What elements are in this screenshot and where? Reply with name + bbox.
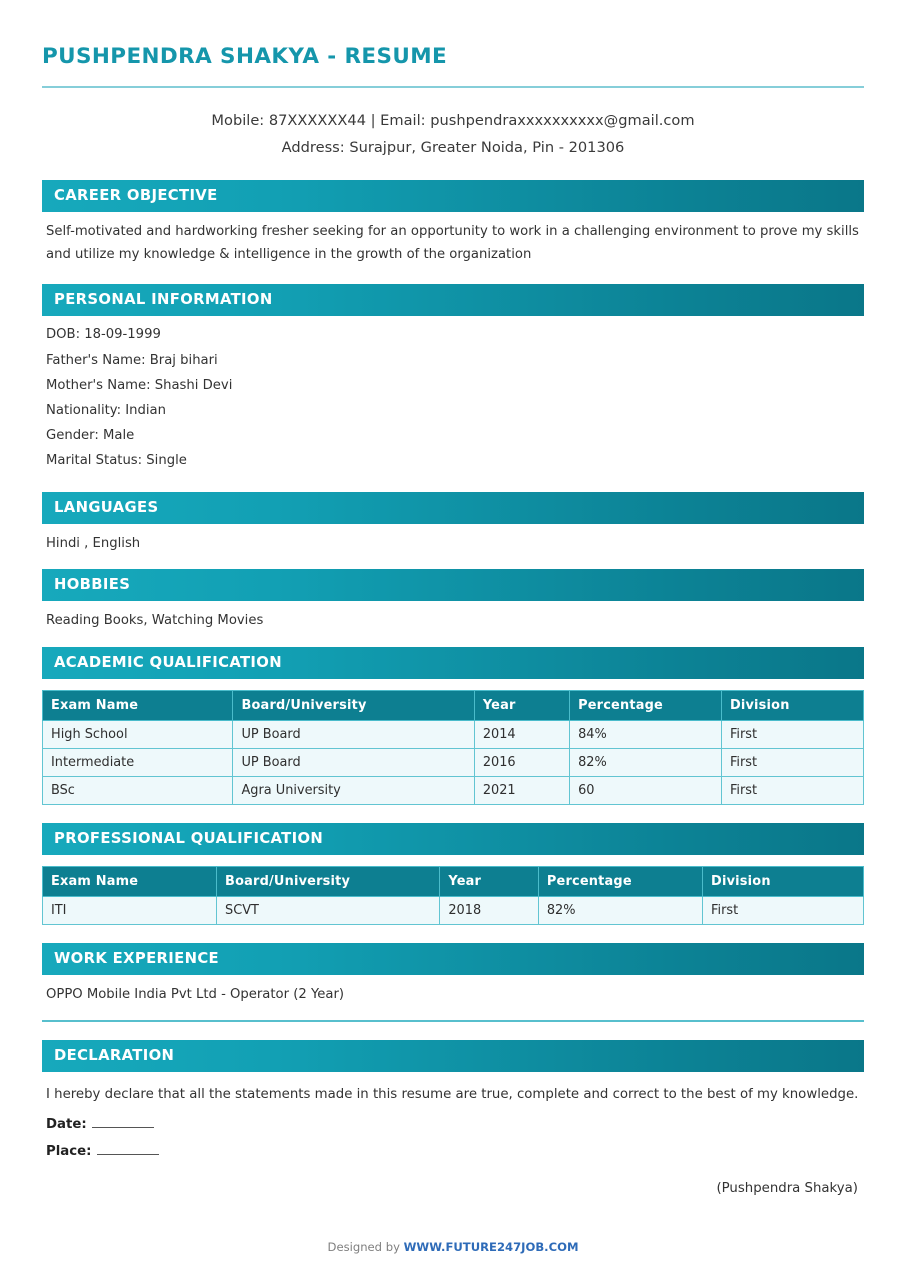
cell-percentage: 82%: [538, 897, 702, 925]
place-label: Place:: [46, 1143, 92, 1159]
column-header-division: Division: [703, 867, 864, 897]
cell-board-university: UP Board: [233, 721, 474, 749]
personal-info-item: Marital Status: Single: [46, 453, 187, 469]
work-experience-divider: [42, 1020, 864, 1022]
academic-qualification-table: [42, 690, 864, 805]
contact-block: [42, 108, 864, 162]
cell-division: First: [721, 749, 863, 777]
personal-info-item: Mother's Name: Shashi Devi: [46, 377, 233, 393]
cell-percentage: 82%: [570, 749, 722, 777]
column-header-exam-name: Exam Name: [43, 691, 233, 721]
column-header-division: Division: [721, 691, 863, 721]
section-header-declaration: DECLARATION: [42, 1040, 864, 1072]
personal-information-list: [42, 322, 864, 473]
cell-year: 2016: [474, 749, 569, 777]
cell-exam-name: Intermediate: [43, 749, 233, 777]
section-header-personal-information: PERSONAL INFORMATION: [42, 284, 864, 316]
professional-qualification-table: [42, 866, 864, 925]
declaration-place-row: [42, 1142, 864, 1159]
cell-division: First: [703, 897, 864, 925]
cell-percentage: 84%: [570, 721, 722, 749]
cell-year: 2018: [440, 897, 539, 925]
cell-exam-name: High School: [43, 721, 233, 749]
section-header-hobbies: HOBBIES: [42, 569, 864, 601]
cell-year: 2021: [474, 777, 569, 805]
date-blank-field[interactable]: [92, 1115, 154, 1128]
column-header-percentage: Percentage: [538, 867, 702, 897]
section-header-professional-qualification: PROFESSIONAL QUALIFICATION: [42, 823, 864, 855]
column-header-year: Year: [440, 867, 539, 897]
cell-exam-name: ITI: [43, 897, 217, 925]
column-header-board-university: Board/University: [233, 691, 474, 721]
personal-info-item: DOB: 18-09-1999: [46, 327, 161, 343]
cell-year: 2014: [474, 721, 569, 749]
hobbies-text: Reading Books, Watching Movies: [46, 613, 264, 629]
personal-info-item: Nationality: Indian: [46, 402, 166, 418]
footer-website-link[interactable]: WWW.FUTURE247JOB.COM: [403, 1239, 579, 1254]
cell-division: First: [721, 721, 863, 749]
section-header-languages: LANGUAGES: [42, 492, 864, 524]
table-row: [43, 777, 864, 805]
section-header-academic-qualification: ACADEMIC QUALIFICATION: [42, 647, 864, 679]
cell-board-university: SCVT: [217, 897, 440, 925]
cell-percentage: 60: [570, 777, 722, 805]
title-divider: [42, 86, 864, 88]
cell-exam-name: BSc: [43, 777, 233, 805]
cell-board-university: Agra University: [233, 777, 474, 805]
place-blank-field[interactable]: [97, 1142, 159, 1155]
work-experience-text: OPPO Mobile India Pvt Ltd - Operator (2 Year): [46, 987, 345, 1002]
table-header-row: [43, 867, 864, 897]
personal-info-item: Father's Name: Braj bihari: [46, 352, 218, 368]
cell-board-university: UP Board: [233, 749, 474, 777]
page-title: PUSHPENDRA SHAKYA - RESUME: [42, 44, 448, 69]
column-header-year: Year: [474, 691, 569, 721]
contact-line-mobile-email: Mobile: 87XXXXXX44 | Email: pushpendraxxxxxxxxxx@gmail.com: [211, 112, 695, 129]
career-objective-text: Self-motivated and hardworking fresher seeking for an opportunity to work in a challenging environment to prove my skills and utilize my knowledge & intelligence in the growth of the organization: [46, 223, 859, 262]
footer: [42, 1240, 864, 1254]
footer-prefix: Designed by: [327, 1239, 404, 1254]
contact-line-address: Address: Surajpur, Greater Noida, Pin - 201306: [281, 138, 625, 156]
column-header-board-university: Board/University: [217, 867, 440, 897]
declaration-text: I hereby declare that all the statements made in this resume are true, complete and correct to the best of my knowledge.: [46, 1086, 859, 1102]
table-row: [43, 897, 864, 925]
section-header-career-objective: CAREER OBJECTIVE: [42, 180, 864, 212]
table-row: [43, 749, 864, 777]
declaration-date-row: [42, 1115, 864, 1132]
cell-division: First: [721, 777, 863, 805]
date-label: Date:: [46, 1116, 87, 1132]
languages-text: Hindi , English: [46, 535, 141, 551]
personal-info-item: Gender: Male: [46, 428, 135, 444]
signature-name: (Pushpendra Shakya): [716, 1180, 858, 1196]
table-header-row: [43, 691, 864, 721]
table-row: [43, 721, 864, 749]
column-header-percentage: Percentage: [570, 691, 722, 721]
section-header-work-experience: WORK EXPERIENCE: [42, 943, 864, 975]
column-header-exam-name: Exam Name: [43, 867, 217, 897]
